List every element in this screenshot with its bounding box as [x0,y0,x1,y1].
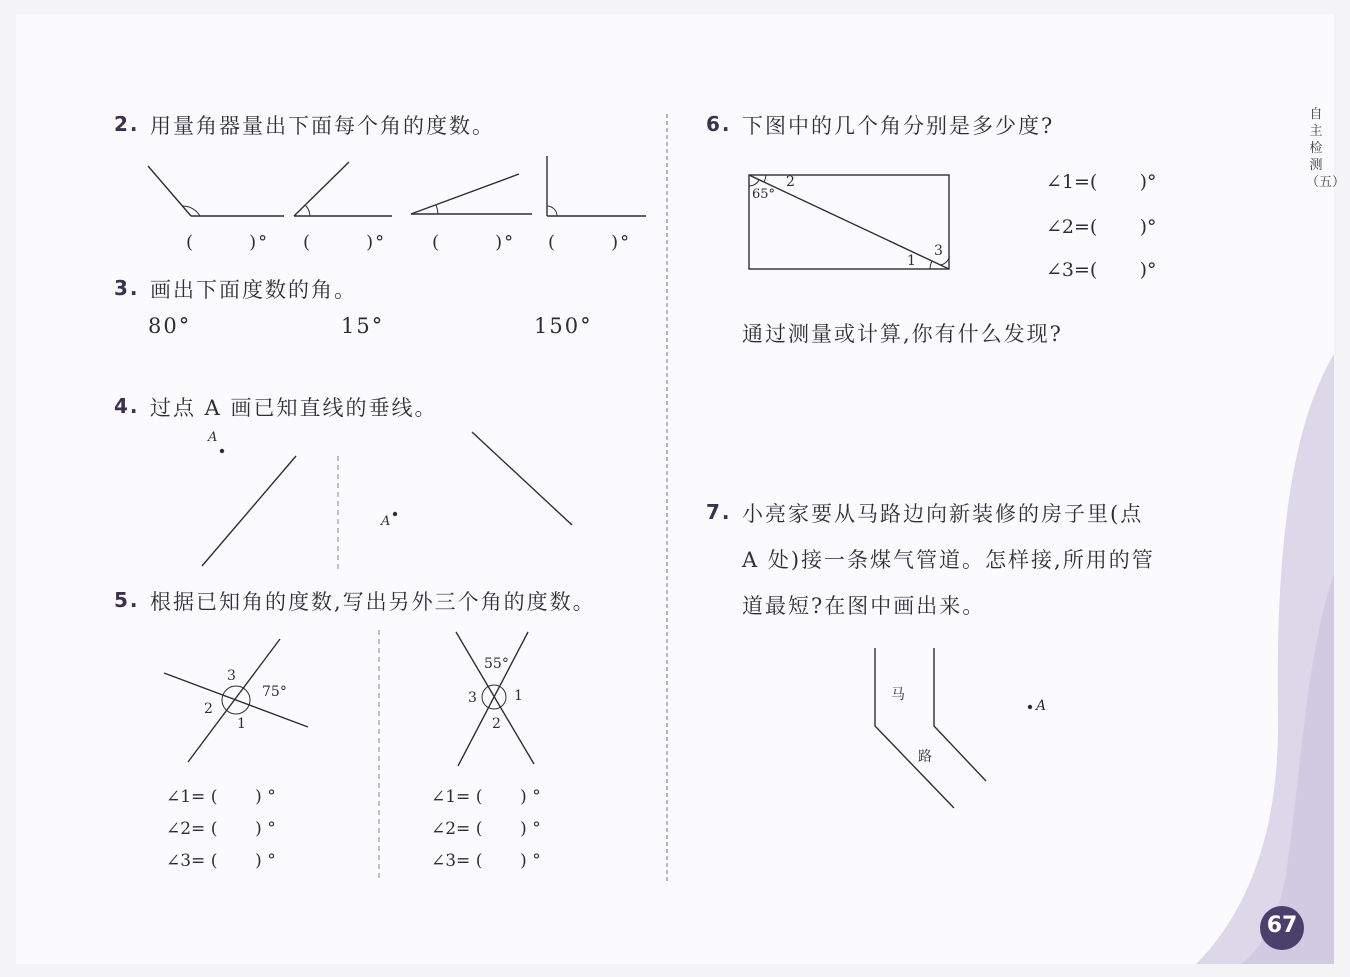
q4-point-a2 [393,512,397,516]
q6-answer-1: ∠1=( )° [1046,171,1157,193]
q2-text: 用量角器量出下面每个角的度数。 [150,114,495,138]
q3-angle-150: 150° [534,314,593,338]
q6-followup: 通过测量或计算,你有什么发现? [742,322,1063,346]
q7-road-label-2: 路 [918,749,932,765]
q6-label-2: 2 [786,174,795,190]
q2-angle-4 [547,156,646,216]
q2-blank-4: ( )° [548,232,632,253]
q5-right-figure [446,626,546,771]
q4-point-label-2: A [381,514,391,529]
q5-right-answer-2: ∠2= ( ) ° [431,819,541,839]
q2-blank-1: ( )° [186,232,270,253]
q7-road-figure [866,646,1066,816]
q5-right-label-3: 3 [468,690,477,706]
q5-left-answer-3: ∠3= ( ) ° [166,851,276,871]
q2-angle-1 [148,166,284,216]
q6-text: 下图中的几个角分别是多少度? [742,114,1055,138]
q6-number: 6. [706,112,732,136]
q6-answer-2: ∠2=( )° [1046,216,1157,238]
q3-angle-15: 15° [341,314,385,338]
q6-rectangle-figure [744,170,954,274]
q5-right-answer-3: ∠3= ( ) ° [431,851,541,871]
q3-number: 3. [114,276,140,300]
q7-line-1: 小亮家要从马路边向新装修的房子里(点 [742,502,1144,526]
q5-right-label-1: 1 [514,688,523,704]
q5-left-given: 75° [262,684,287,700]
q5-right-given: 55° [484,656,509,672]
q5-divider [376,630,382,882]
q7-road-label-1: 马 [891,687,905,703]
page-number: 67 [1266,913,1298,938]
q5-left-label-2: 2 [204,701,213,717]
q7-line-2: A 处)接一条煤气管道。怎样接,所用的管 [742,548,1155,572]
q4-line-2 [472,432,572,525]
q4-figures [186,428,586,573]
q5-left-answer-2: ∠2= ( ) ° [166,819,276,839]
q6-given-angle: 65° [752,187,776,202]
q4-number: 4. [114,394,140,418]
q6-label-1: 1 [907,253,916,269]
q4-line-1 [202,456,296,566]
q5-number: 5. [114,588,140,612]
q5-left-label-1: 1 [237,716,246,732]
q5-left-label-3: 3 [227,668,236,684]
q2-blank-3: ( )° [432,232,516,253]
q5-right-label-2: 2 [492,716,501,732]
q5-text: 根据已知角的度数,写出另外三个角的度数。 [150,590,596,614]
q5-left-answer-1: ∠1= ( ) ° [166,787,276,807]
q4-point-a1 [220,449,224,453]
q5-left-figure [156,629,316,769]
q4-point-label-1: A [208,430,218,445]
q6-label-3: 3 [934,243,943,259]
q7-number: 7. [706,500,732,524]
q6-answer-3: ∠3=( )° [1046,259,1157,281]
q2-angle-3 [411,174,532,214]
q2-number: 2. [114,112,140,136]
q3-text: 画出下面度数的角。 [150,278,357,302]
q2-blank-2: ( )° [303,232,387,253]
section-sidebar-label: 自主检测（五） [1306,107,1346,190]
q7-line-3: 道最短?在图中画出来。 [742,594,986,618]
workbook-page [16,14,1346,964]
q4-text: 过点 A 画已知直线的垂线。 [150,396,438,420]
q3-angle-80: 80° [148,314,192,338]
q2-angle-figures [136,150,656,230]
q5-right-answer-1: ∠1= ( ) ° [431,787,541,807]
center-divider [662,114,672,884]
q7-point-label: A [1036,698,1047,714]
q2-angle-2 [294,162,392,216]
